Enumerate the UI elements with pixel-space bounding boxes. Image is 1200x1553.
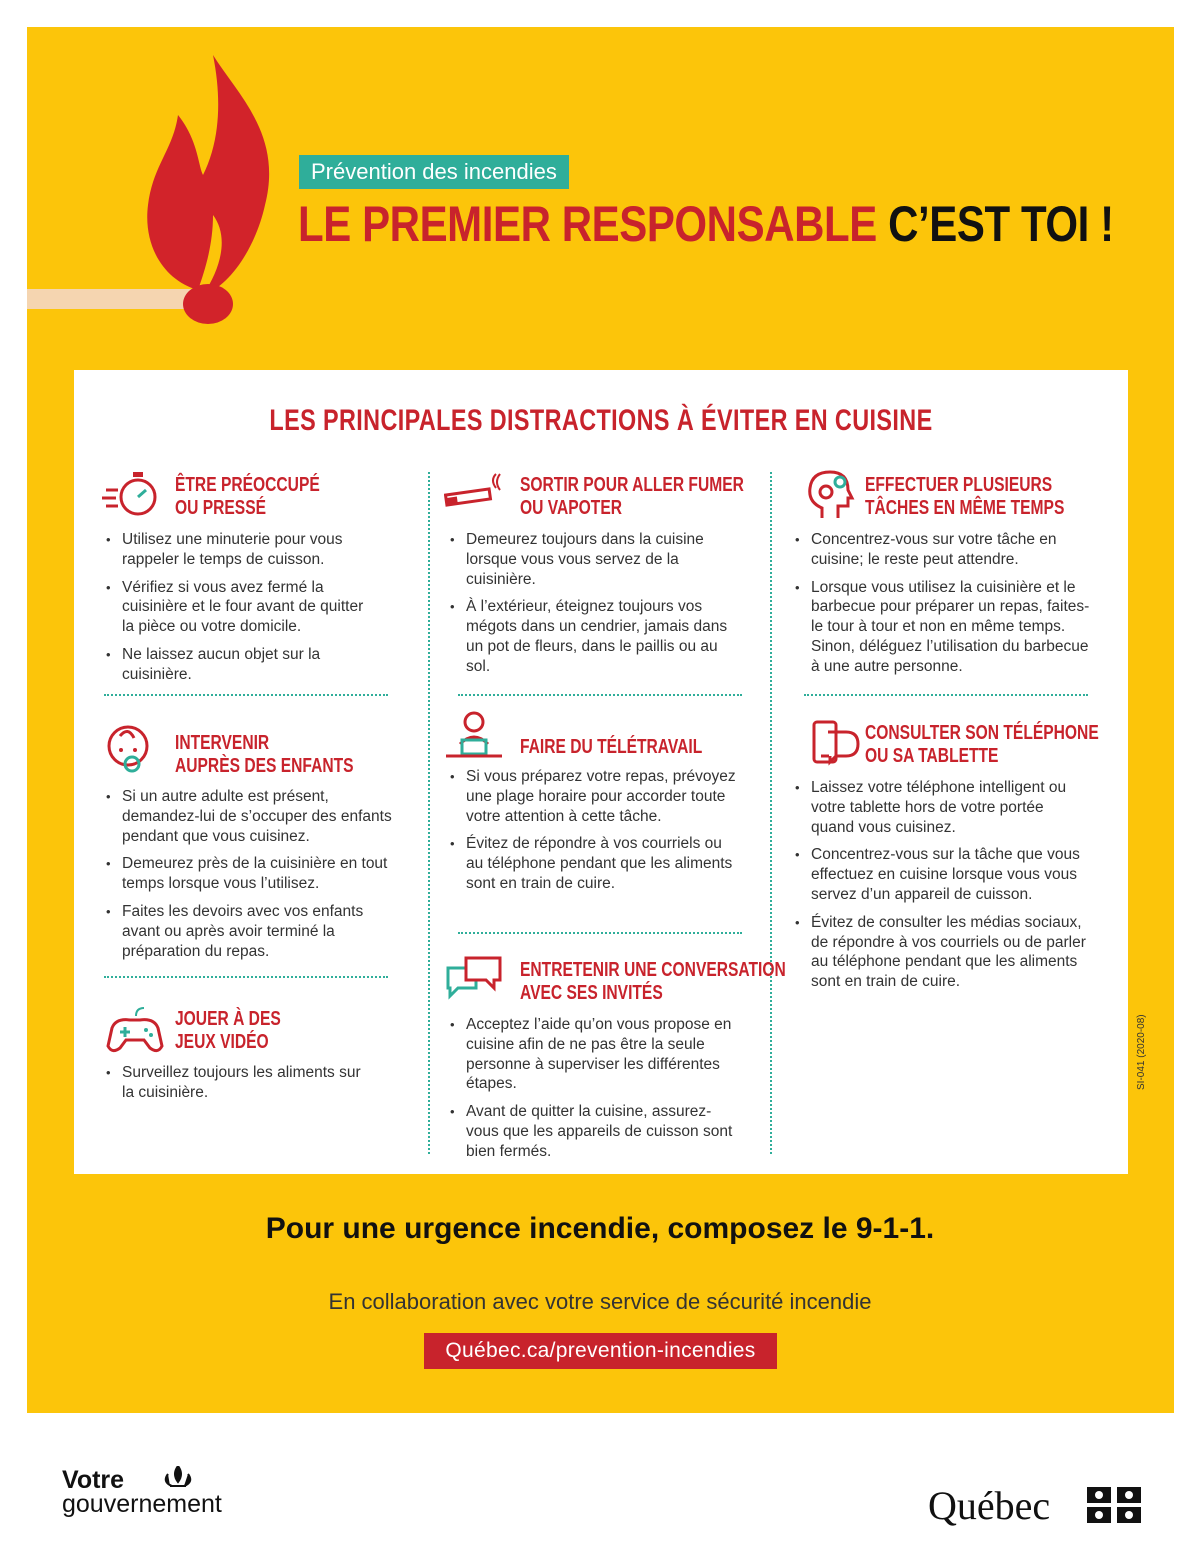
flame-icon [143, 55, 273, 295]
section-title: JOUER À DES JEUX VIDÉO [175, 1008, 281, 1053]
list-item: • Faites les devoirs avec vos enfants avant ou après avoir terminé la préparation du repas. [102, 902, 392, 961]
headline [298, 195, 1114, 253]
list-item: • Si vous préparez votre repas, prévoyez une plage horaire pour accorder toute votre attention à cette tâche. [446, 767, 736, 826]
kicker-label: Prévention des incendies [299, 155, 569, 189]
list-item: • Avant de quitter la cuisine, assurez-vous que les appareils de cuisson sont bien fermés. [446, 1102, 736, 1161]
section-title: ENTRETENIR UNE CONVERSATION AVEC SES INVITÉS [520, 959, 786, 1004]
quebec-flag-icon [1087, 1487, 1141, 1523]
section-title: SORTIR POUR ALLER FUMER OU VAPOTER [520, 474, 744, 519]
baby-icon [106, 722, 166, 774]
list-item: • Si un autre adulte est présent, demandez-lui de s’occuper des enfants pendant que vous cuisinez. [102, 787, 392, 846]
section-divider [804, 694, 1088, 696]
headline-red: LE PREMIER RESPONSABLE [298, 196, 877, 252]
column-divider [770, 472, 772, 1154]
list-item: • Surveillez toujours les aliments sur la cuisinière. [102, 1063, 374, 1103]
list-item: • Vérifiez si vous avez fermé la cuisinière et le four avant de quitter la pièce ou votre domicile. [102, 578, 374, 637]
section-title: ÊTRE PRÉOCCUPÉ OU PRESSÉ [175, 474, 320, 519]
document-code: SI-041 (2020-08) [1136, 1014, 1147, 1090]
head-gears-icon [804, 470, 864, 522]
emergency-notice: Pour une urgence incendie, composez le 9-1-1. [265, 1212, 935, 1245]
gamepad-icon [106, 1006, 166, 1058]
bullet-list [446, 1015, 736, 1170]
section-divider [458, 932, 742, 934]
bullet-list [791, 530, 1091, 685]
bullet-list [102, 787, 392, 969]
list-item: • Évitez de répondre à vos courriels ou au téléphone pendant que les aliments sont en train de cuire. [446, 834, 736, 893]
teleworker-icon [444, 710, 504, 762]
section-title: INTERVENIR AUPRÈS DES ENFANTS [175, 732, 354, 777]
list-item: • Concentrez-vous sur la tâche que vous effectuez en cuisine lorsque vous vous servez d’un appareil de cuisson. [791, 845, 1091, 904]
bullet-list [102, 530, 374, 693]
stopwatch-icon [102, 468, 162, 520]
collaboration-note: En collaboration avec votre service de sécurité incendie [328, 1289, 872, 1314]
chat-bubbles-icon [444, 954, 504, 1006]
list-item: • Acceptez l’aide qu’on vous propose en cuisine afin de ne pas être la seule personne à superviser les différentes étapes. [446, 1015, 736, 1094]
bullet-list [446, 767, 736, 902]
match-head [183, 284, 233, 324]
bullet-list [791, 778, 1091, 1000]
list-item: • Demeurez toujours dans la cuisine lorsque vous vous servez de la cuisinière. [446, 530, 736, 589]
bullet-list [446, 530, 736, 685]
list-item: • Ne laissez aucun objet sur la cuisinière. [102, 645, 374, 685]
list-item: • Demeurez près de la cuisinière en tout temps lorsque vous l’utilisez. [102, 854, 392, 894]
quebec-wordmark: Québec [928, 1483, 1051, 1528]
phone-tablet-icon [810, 718, 870, 770]
headline-black: C’EST TOI ! [888, 196, 1114, 252]
fleur-de-lis-icon [164, 1466, 192, 1496]
website-link[interactable]: Québec.ca/prevention-incendies [424, 1333, 777, 1369]
list-item: • Laissez votre téléphone intelligent ou votre tablette hors de votre portée quand vous cuisinez. [791, 778, 1091, 837]
section-divider [104, 976, 388, 978]
section-divider [104, 694, 388, 696]
list-item: • Utilisez une minuterie pour vous rappeler le temps de cuisson. [102, 530, 374, 570]
bullet-list [102, 1063, 374, 1111]
section-divider [458, 694, 742, 696]
distractions-card [74, 370, 1128, 1174]
cigarette-icon [444, 470, 504, 522]
list-item: • Évitez de consulter les médias sociaux, de répondre à vos courriels ou de parler au téléphone pendant que les aliments sont en train de cuire. [791, 913, 1091, 992]
section-title: EFFECTUER PLUSIEURS TÂCHES EN MÊME TEMPS [865, 474, 1065, 519]
list-item: • À l’extérieur, éteignez toujours vos mégots dans un cendrier, jamais dans un pot de fleurs, dans le paillis ou au sol. [446, 597, 736, 676]
column-divider [428, 472, 430, 1154]
section-title: FAIRE DU TÉLÉTRAVAIL [520, 736, 703, 758]
section-title: CONSULTER SON TÉLÉPHONE OU SA TABLETTE [865, 722, 1099, 767]
government-logo: Votre gouvernement [62, 1466, 222, 1518]
list-item: • Concentrez-vous sur votre tâche en cuisine; le reste peut attendre. [791, 530, 1091, 570]
card-title: LES PRINCIPALES DISTRACTIONS À ÉVITER EN CUISINE [269, 404, 933, 437]
list-item: • Lorsque vous utilisez la cuisinière et le barbecue pour préparer un repas, faites-le tour à tour et non en même temps. Sinon, déléguez l’utilisation du barbecue à une autre personne. [791, 578, 1091, 677]
